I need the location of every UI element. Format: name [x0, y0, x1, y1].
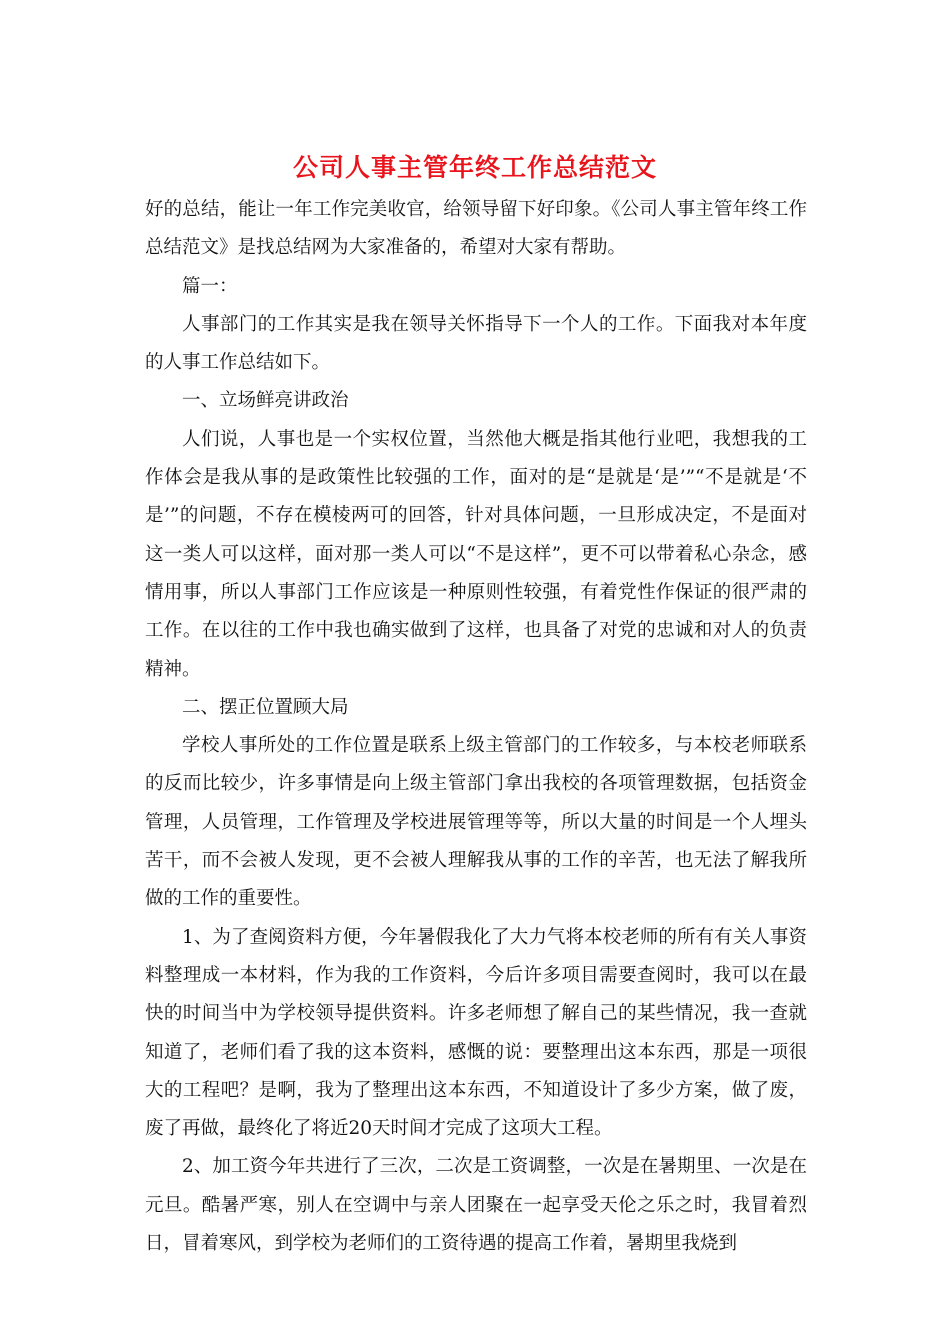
paragraph-item-1: 1、为了查阅资料方便，今年暑假我化了大力气将本校老师的所有有关人事资料整理成一本材料，作为我的工作资料，今后许多项目需要查阅时，我可以在最快的时间当中为学校领导提供资料。许多老师想了解自己的某些情况，我一查就知道了，老师们看了我的这本资料，感慨的说：要整理出这本东西，那是一项很大的工程吧？是啊，我为了整理出这本东西，不知道设计了多少方案，做了废，废了再做，最终化了将近20天时间才完成了这项大工程。 — [145, 926, 807, 1140]
document-body — [145, 191, 807, 1263]
paragraph-part-heading: 篇一： — [182, 275, 238, 297]
document-title: 公司人事主管年终工作总结范文 — [292, 153, 657, 182]
section-heading-2: 二、摆正位置顾大局 — [182, 696, 349, 718]
paragraph-overview: 人事部门的工作其实是我在领导关怀指导下一个人的工作。下面我对本年度的人事工作总结如下。 — [145, 313, 807, 374]
paragraph-intro: 好的总结，能让一年工作完美收官，给领导留下好印象。《公司人事主管年终工作总结范文》是找总结网为大家准备的，希望对大家有帮助。 — [145, 199, 807, 259]
paragraph-item-2: 2、加工资今年共进行了三次，二次是工资调整，一次是在暑期里、一次是在元旦。酷暑严寒，别人在空调中与亲人团聚在一起享受天伦之乐之时，我冒着烈日，冒着寒风，到学校为老师们的工资待遇的提高工作着，暑期里我烧到 — [145, 1156, 807, 1255]
paragraph-section-2: 学校人事所处的工作位置是联系上级主管部门的工作较多，与本校老师联系的反而比较少，许多事情是向上级主管部门拿出我校的各项管理数据，包括资金管理，人员管理，工作管理及学校进展管理等等，所以大量的时间是一个人埋头苦干，而不会被人发现，更不会被人理解我从事的工作的辛苦，也无法了解我所做的工作的重要性。 — [145, 735, 807, 910]
paragraph-section-1: 人们说，人事也是一个实权位置，当然他大概是指其他行业吧，我想我的工作体会是我从事的是政策性比较强的工作，面对的是“是就是‘是’”“不是就是‘不是’”的问题，不存在模棱两可的回答，针对具体问题，一旦形成决定，不是面对这一类人可以这样，面对那一类人可以“不是这样”，更不可以带着私心杂念，感情用事，所以人事部门工作应该是一种原则性较强，有着党性作保证的很严肃的工作。在以往的工作中我也确实做到了这样，也具备了对党的忠诚和对人的负责精神。 — [145, 428, 807, 680]
section-heading-1: 一、立场鲜亮讲政治 — [182, 390, 349, 412]
